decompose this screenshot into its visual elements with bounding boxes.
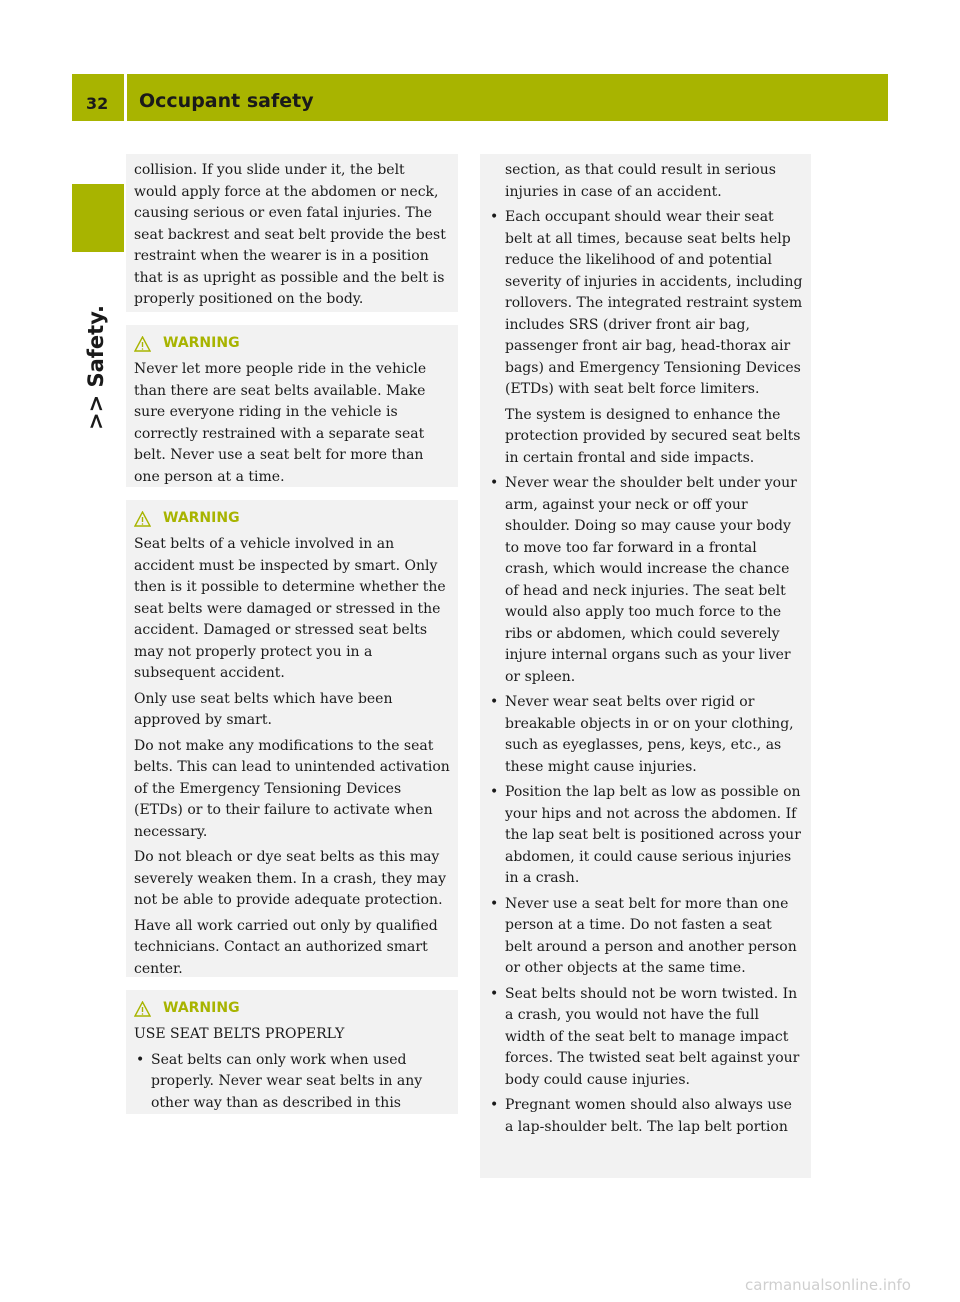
list-item: • Seat belts should not be worn twisted. In a crash, you would not have the full width of the seat belt to manage impact forces. The twisted seat belt against your body could cause injuries. xyxy=(488,984,803,1092)
list-item: • Seat belts can only work when used properly. Never wear seat belts in any other way than as described in this xyxy=(134,1050,450,1115)
list-item-note: The system is designed to enhance the protection provided by secured seat belts in certain frontal and side impacts. xyxy=(505,406,801,466)
continuation-text: section, as that could result in serious injuries in case of an accident. xyxy=(505,162,776,200)
list-item: • Position the lap belt as low as possible on your hips and not across the abdomen. If the lap seat belt is positioned across your abdomen, it could cause serious injuries in a crash. xyxy=(488,782,803,890)
section-marker xyxy=(72,184,124,252)
page-number: 32 xyxy=(86,94,109,113)
continued-panel xyxy=(480,154,811,1178)
warning-heading-label: WARNING xyxy=(163,1000,240,1017)
intro-text: collision. If you slide under it, the belt would apply force at the abdomen or neck, causing serious or even fatal injuries. The seat backrest and seat belt provide the best restraint when the wearer is in a position that is as upright as possible and the belt is properly positioned on the body. xyxy=(134,162,446,307)
warning-paragraph: Do not bleach or dye seat belts as this may severely weaken them. In a crash, they may not be able to provide adequate protection. xyxy=(134,849,447,908)
warning-paragraph: Only use seat belts which have been approved by smart. xyxy=(134,690,393,728)
warning-panel-1 xyxy=(126,325,458,487)
warning-heading xyxy=(134,508,450,530)
list-item: • Pregnant women should also always use a lap-shoulder belt. The lap belt portion xyxy=(488,1095,803,1138)
bullet-list xyxy=(134,1050,450,1115)
list-item: • Never wear seat belts over rigid or breakable objects in or on your clothing, such as eyeglasses, pens, keys, etc., as these might cause injuries. xyxy=(488,692,803,778)
intro-panel xyxy=(126,154,458,312)
list-item xyxy=(488,207,803,469)
warning-paragraph: Seat belts of a vehicle involved in an accident must be inspected by smart. Only then is it possible to determine whether the seat belts were damaged or stressed in the accident. Damaged or stressed seat belts may not properly protect you in a subsequent accident. xyxy=(134,536,446,681)
warning-heading-label: WARNING xyxy=(163,510,240,527)
page-title: Occupant safety xyxy=(139,90,314,112)
warning-heading xyxy=(134,998,450,1020)
warning-triangle-icon xyxy=(134,511,151,527)
warning-subheading: USE SEAT BELTS PROPERLY xyxy=(134,1026,345,1042)
section-tab-label: >> Safety. xyxy=(84,305,108,430)
warning-heading xyxy=(134,333,450,355)
watermark: carmanualsonline.info xyxy=(745,1276,911,1294)
warning-heading-label: WARNING xyxy=(163,335,240,352)
list-item: • Never use a seat belt for more than one person at a time. Do not fasten a seat belt around a person and another person or other objects at the same time. xyxy=(488,894,803,980)
list-item-text: Each occupant should wear their seat belt at all times, because seat belts help reduce the likelihood of and potential severity of injuries in accidents, including rollovers. The integrated restraint system includes SRS (driver front air bag, passenger front air bag, head-thorax air bags) and Emergency Tensioning Devices (ETDs) with seat belt force limiters. xyxy=(505,209,803,397)
warning-paragraph: Have all work carried out only by qualified technicians. Contact an authorized smart center. xyxy=(134,917,438,977)
warning-triangle-icon xyxy=(134,336,151,352)
warning-panel-3 xyxy=(126,990,458,1114)
warning-text: Never let more people ride in the vehicle than there are seat belts available. Make sure everyone riding in the vehicle is correctly restrained with a separate seat belt. Never use a seat belt for more than one person at a time. xyxy=(134,361,427,485)
header-divider xyxy=(124,74,127,121)
warning-panel-2 xyxy=(126,500,458,977)
bullet-list xyxy=(488,207,803,1138)
list-item: • Never wear the shoulder belt under your arm, against your neck or off your shoulder. Doing so may cause your body to move too far forward in a frontal crash, which would increase the chance of head and neck injuries. The seat belt would also apply too much force to the ribs or abdomen, which could severely injure internal organs such as your liver or spleen. xyxy=(488,473,803,688)
warning-triangle-icon xyxy=(134,1001,151,1017)
warning-paragraph: Do not make any modifications to the seat belts. This can lead to unintended activation of the Emergency Tensioning Devices (ETDs) or to their failure to activate when necessary. xyxy=(134,737,450,840)
